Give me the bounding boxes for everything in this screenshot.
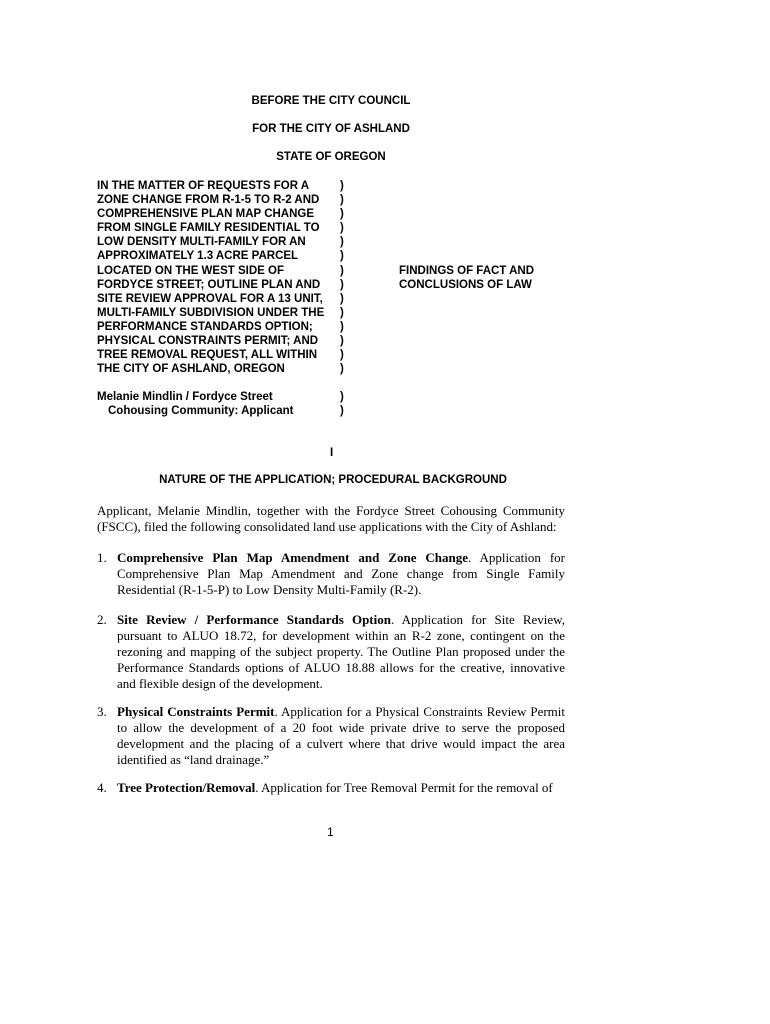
list-item-title: Physical Constraints Permit xyxy=(117,704,275,719)
caption-line: APPROXIMATELY 1.3 ACRE PARCEL xyxy=(97,250,299,263)
header-line-2: FOR THE CITY OF ASHLAND xyxy=(252,123,410,135)
findings-line-1: FINDINGS OF FACT AND xyxy=(399,265,535,277)
caption-line: MULTI-FAMILY SUBDIVISION UNDER THE xyxy=(97,306,325,319)
case-caption xyxy=(97,179,342,376)
caption-line: ZONE CHANGE FROM R-1-5 TO R-2 AND xyxy=(97,194,320,207)
caption-line: LOW DENSITY MULTI-FAMILY FOR AN xyxy=(97,236,306,249)
list-item-text: . Application for Tree Removal Permit for the removal of xyxy=(255,780,553,795)
caption-line: IN THE MATTER OF REQUESTS FOR A xyxy=(97,180,310,192)
applicant-line-1: Melanie Mindlin / Fordyce Street xyxy=(97,391,273,403)
list-item-title: Comprehensive Plan Map Amendment and Zone Change xyxy=(117,550,469,565)
list-item xyxy=(97,550,565,598)
list-item xyxy=(97,780,565,796)
paren: ) xyxy=(340,236,344,249)
list-item-text: . Application for Site Review, pursuant to ALUO 18.72, for development within an R-2 zone, contingent on the rezoning and mapping of the subject property. The Outline Plan proposed under the Performance Standards options of ALUO 18.88 allows for the creative, innovative and flexible design of the development. xyxy=(117,612,565,691)
list-item xyxy=(97,704,565,768)
header-line-1: BEFORE THE CITY COUNCIL xyxy=(251,95,411,107)
caption-line: FORDYCE STREET; OUTLINE PLAN AND xyxy=(97,278,321,291)
list-item xyxy=(97,612,565,692)
paren: ) xyxy=(340,222,344,235)
list-item-number: 1. xyxy=(97,550,107,565)
caption-line: FROM SINGLE FAMILY RESIDENTIAL TO xyxy=(97,222,320,235)
applicant-line-2: Cohousing Community: Applicant xyxy=(108,405,294,418)
caption-line: TREE REMOVAL REQUEST, ALL WITHIN xyxy=(97,349,317,362)
paren: ) xyxy=(340,208,344,221)
list-item-number: 3. xyxy=(97,704,107,719)
caption-line: PERFORMANCE STANDARDS OPTION; xyxy=(97,320,313,333)
caption-line: THE CITY OF ASHLAND, OREGON xyxy=(97,363,285,376)
applicant-paren-column xyxy=(340,390,344,418)
paren: ) xyxy=(340,278,344,291)
caption-line: COMPREHENSIVE PLAN MAP CHANGE xyxy=(97,208,315,221)
findings-title xyxy=(399,264,534,292)
paren: ) xyxy=(340,363,344,376)
paren: ) xyxy=(340,250,344,263)
list-item-title: Site Review / Performance Standards Option xyxy=(117,612,391,627)
section-numeral: I xyxy=(330,447,334,459)
findings-line-2: CONCLUSIONS OF LAW xyxy=(399,279,532,292)
list-item-number: 4. xyxy=(97,780,107,795)
paren: ) xyxy=(340,320,344,333)
caption-line: LOCATED ON THE WEST SIDE OF xyxy=(97,264,284,277)
header-line-3: STATE OF OREGON xyxy=(276,151,386,163)
list-item-text: . Application for Comprehensive Plan Map Amendment and Zone change from Single Family Residential (R-1-5-P) to Low Density Multi-Family (R-2). xyxy=(117,550,565,597)
paren: ) xyxy=(340,306,344,319)
page-number: 1 xyxy=(327,825,334,839)
caption-paren-column xyxy=(340,179,344,376)
list-item-text: . Application for a Physical Constraints Review Permit to allow the development of a 20 foot wide private drive to serve the proposed development and the placing of a culvert where that drive would impact the area identified as “land drainage.” xyxy=(117,704,566,767)
intro-paragraph: Applicant, Melanie Mindlin, together with the Fordyce Street Cohousing Community (FSCC), filed the following consolidated land use applications with the City of Ashland: xyxy=(97,503,565,534)
section-title: NATURE OF THE APPLICATION; PROCEDURAL BACKGROUND xyxy=(159,474,507,486)
list-item-number: 2. xyxy=(97,612,107,627)
paren: ) xyxy=(340,405,344,418)
paren: ) xyxy=(340,335,344,348)
paren: ) xyxy=(340,180,344,192)
applicant-block xyxy=(97,390,293,418)
caption-line: PHYSICAL CONSTRAINTS PERMIT; AND xyxy=(97,335,319,348)
paren: ) xyxy=(340,349,344,362)
paren: ) xyxy=(340,391,344,403)
paren: ) xyxy=(340,264,344,277)
list-item-title: Tree Protection/Removal xyxy=(117,780,256,795)
paren: ) xyxy=(340,292,344,305)
caption-line: SITE REVIEW APPROVAL FOR A 13 UNIT, xyxy=(97,292,323,305)
paren: ) xyxy=(340,194,344,207)
